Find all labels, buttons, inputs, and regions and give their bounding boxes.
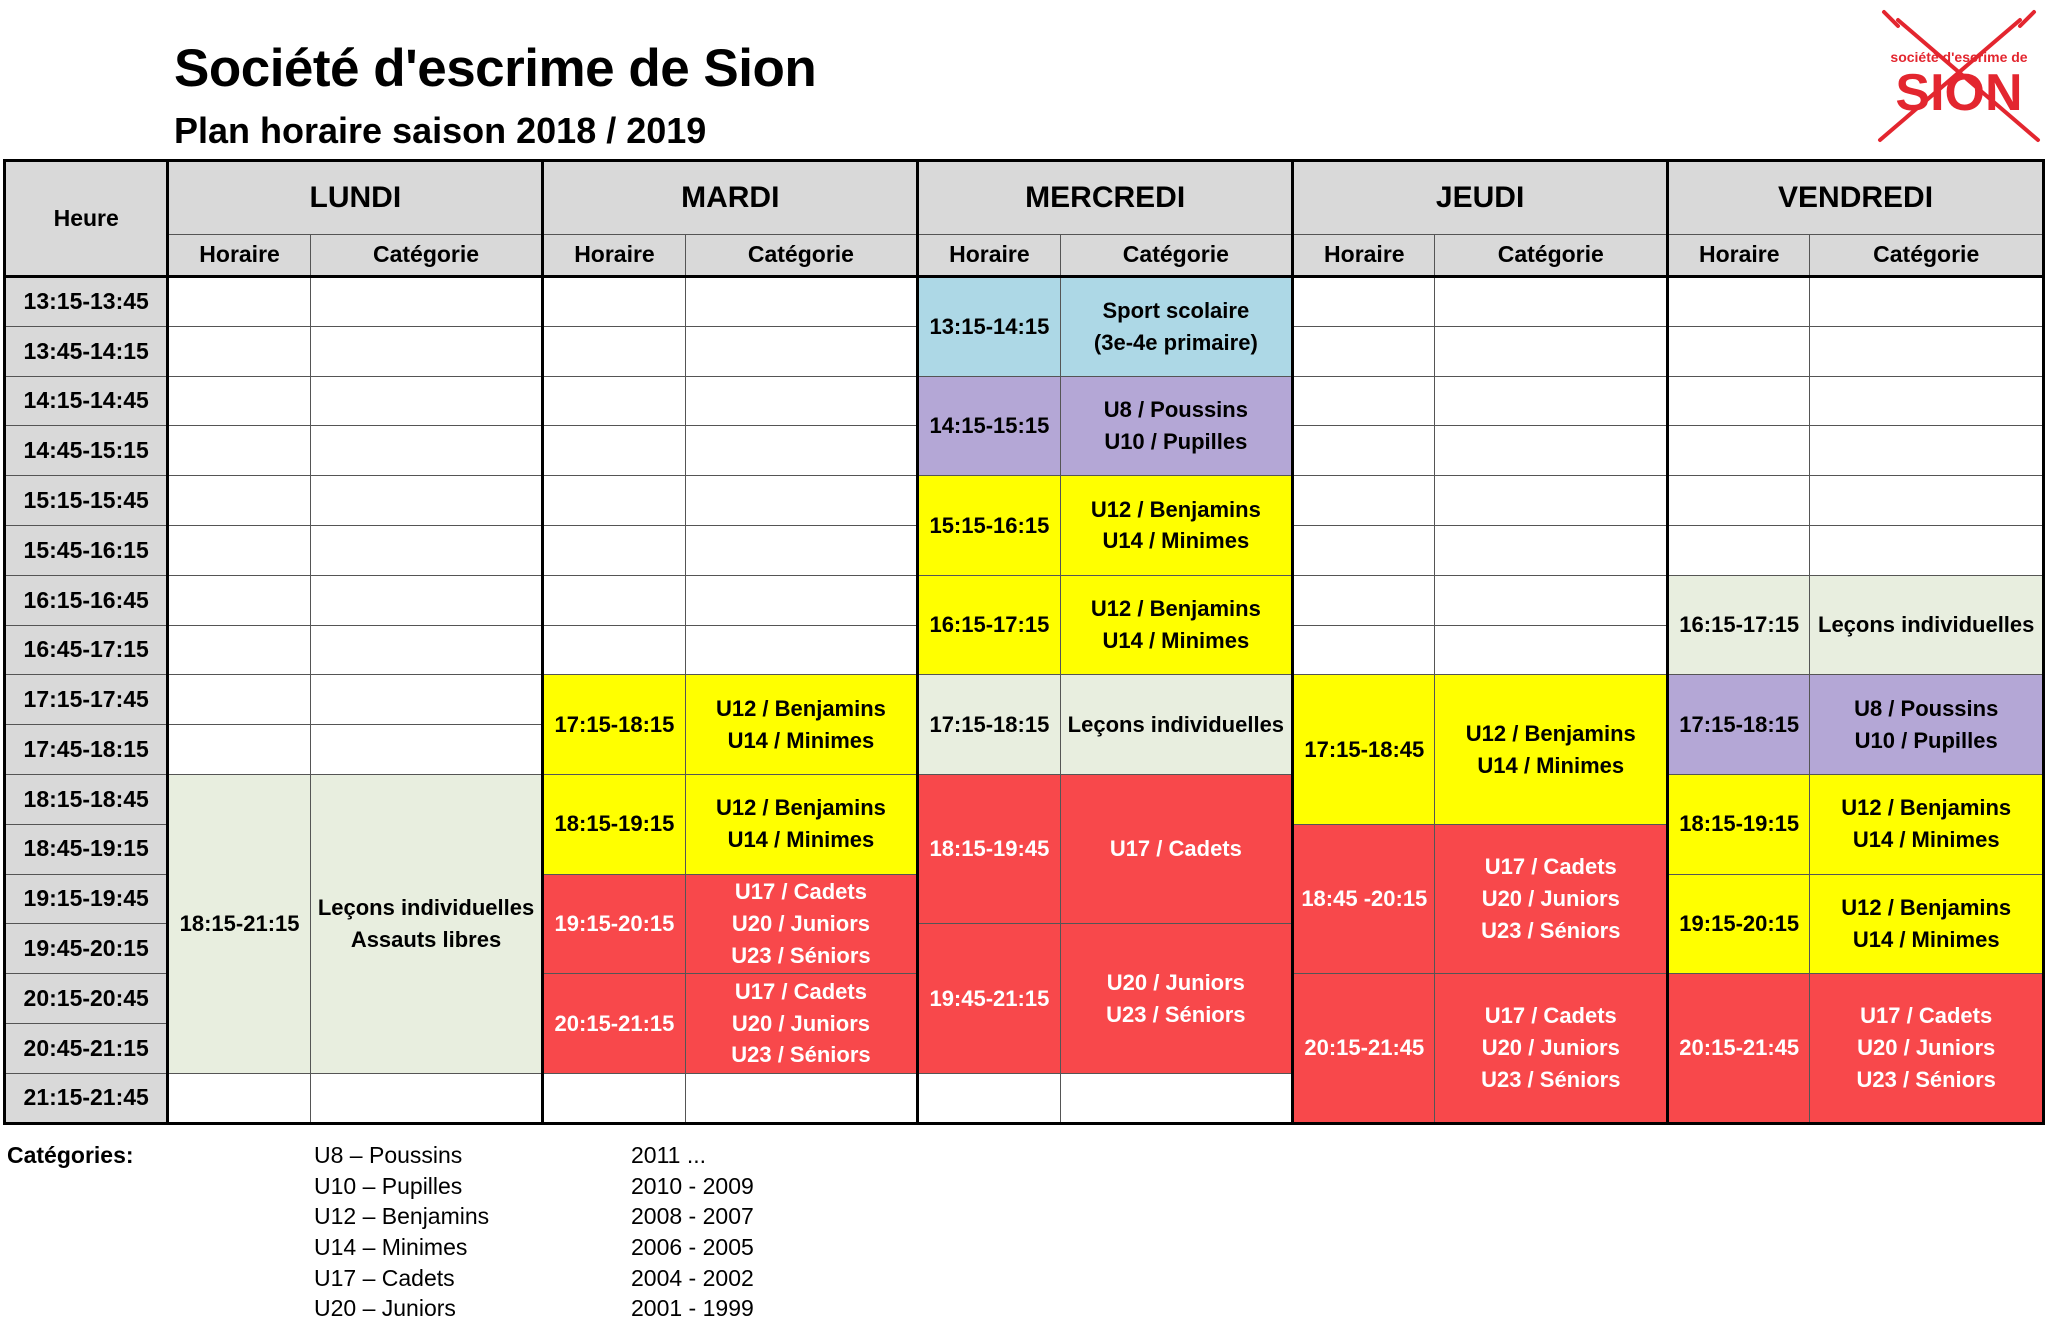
table-row xyxy=(5,675,2044,725)
legend-year-range: 2010 - 2009 xyxy=(631,1172,754,1199)
empty-cell xyxy=(543,426,685,476)
time-slot: 18:45-19:15 xyxy=(5,824,168,874)
session-time: 18:15-19:15 xyxy=(1668,774,1810,874)
empty-cell xyxy=(543,376,685,426)
time-slot: 19:15-19:45 xyxy=(5,874,168,924)
empty-cell xyxy=(685,1073,918,1123)
category-line: U20 / Juniors xyxy=(1857,1034,1996,1060)
empty-cell xyxy=(918,1073,1060,1123)
empty-cell xyxy=(1060,1073,1293,1123)
session-category xyxy=(1060,277,1293,377)
empty-cell xyxy=(1668,525,1810,575)
session-time: 20:15-21:45 xyxy=(1293,974,1435,1123)
session-time: 18:15-19:15 xyxy=(543,774,685,874)
category-line: U14 / Minimes xyxy=(1852,926,2000,952)
legend-title: Catégories: xyxy=(7,1142,134,1168)
session-time: 13:15-14:15 xyxy=(918,277,1060,377)
categorie-header: Catégorie xyxy=(1810,235,2044,277)
empty-cell xyxy=(168,625,310,675)
empty-cell xyxy=(685,426,918,476)
category-line: U17 / Cadets xyxy=(1109,836,1242,862)
time-slot: 13:45-14:15 xyxy=(5,326,168,376)
empty-cell xyxy=(1810,476,2044,526)
category-line: U12 / Benjamins xyxy=(715,795,886,821)
empty-cell xyxy=(1668,376,1810,426)
empty-cell xyxy=(310,625,543,675)
time-slot: 15:15-15:45 xyxy=(5,476,168,526)
day-header-2: MERCREDI xyxy=(918,161,1293,235)
page-subtitle: Plan horaire saison 2018 / 2019 xyxy=(174,110,707,151)
empty-cell xyxy=(1293,376,1435,426)
empty-cell xyxy=(543,1073,685,1123)
legend-category: U14 – Minimes xyxy=(314,1234,468,1261)
session-category xyxy=(1060,675,1293,775)
legend-category: U8 – Poussins xyxy=(314,1142,463,1168)
empty-cell xyxy=(543,625,685,675)
empty-cell xyxy=(1435,277,1668,327)
session-time: 17:15-18:15 xyxy=(918,675,1060,775)
empty-cell xyxy=(543,575,685,625)
session-category xyxy=(1810,675,2044,775)
category-line: U23 / Séniors xyxy=(1481,1066,1621,1092)
category-line: Leçons individuelles xyxy=(1067,711,1285,737)
category-line: Sport scolaire xyxy=(1102,297,1250,323)
category-line: U23 / Séniors xyxy=(1106,1001,1246,1027)
empty-cell xyxy=(310,675,543,725)
empty-cell xyxy=(1810,525,2044,575)
empty-cell xyxy=(1810,376,2044,426)
table-row xyxy=(5,774,2044,824)
session-category xyxy=(1060,575,1293,675)
legend-categories xyxy=(314,1140,489,1324)
category-line: U14 / Minimes xyxy=(1102,528,1250,554)
empty-cell xyxy=(168,575,310,625)
horaire-header: Horaire xyxy=(168,235,310,277)
logo-text-top: société d'escrime de xyxy=(1890,49,2028,65)
categorie-header: Catégorie xyxy=(310,235,543,277)
time-slot: 14:45-15:15 xyxy=(5,426,168,476)
category-line: U17 / Cadets xyxy=(734,978,867,1004)
empty-cell xyxy=(543,326,685,376)
category-line: U20 / Juniors xyxy=(731,1010,870,1036)
session-time: 19:45-21:15 xyxy=(918,924,1060,1073)
empty-cell xyxy=(310,326,543,376)
category-line: Leçons individuelles xyxy=(317,894,535,920)
category-line: U14 / Minimes xyxy=(1477,752,1625,778)
session-time: 18:15-21:15 xyxy=(168,774,310,1073)
empty-cell xyxy=(1810,326,2044,376)
logo-text-main: SION xyxy=(1895,64,2023,122)
session-category xyxy=(1810,974,2044,1123)
legend-year-range: 2008 - 2007 xyxy=(631,1203,754,1230)
category-line: U10 / Pupilles xyxy=(1104,428,1248,454)
empty-cell xyxy=(1293,277,1435,327)
empty-cell xyxy=(1810,277,2044,327)
session-category xyxy=(1060,924,1293,1073)
horaire-header: Horaire xyxy=(1668,235,1810,277)
category-line: U12 / Benjamins xyxy=(1465,720,1636,746)
empty-cell xyxy=(1293,426,1435,476)
table-row xyxy=(5,476,2044,526)
category-line: Assauts libres xyxy=(350,926,502,952)
empty-cell xyxy=(543,476,685,526)
session-category xyxy=(685,974,918,1074)
empty-cell xyxy=(1435,476,1668,526)
legend-category: U10 – Pupilles xyxy=(314,1172,463,1199)
empty-cell xyxy=(310,725,543,775)
empty-cell xyxy=(1435,575,1668,625)
category-line: U14 / Minimes xyxy=(1102,628,1250,654)
empty-cell xyxy=(310,575,543,625)
category-line: U14 / Minimes xyxy=(727,727,875,753)
empty-cell xyxy=(168,326,310,376)
empty-cell xyxy=(168,725,310,775)
empty-cell xyxy=(310,277,543,327)
empty-cell xyxy=(168,1073,310,1123)
legend-year-range: 2001 - 1999 xyxy=(631,1295,754,1322)
category-line: U20 / Juniors xyxy=(1481,886,1620,912)
legend-category: U20 – Juniors xyxy=(314,1295,456,1322)
session-category xyxy=(1435,675,1668,824)
day-header-3: JEUDI xyxy=(1293,161,1668,235)
session-category xyxy=(1435,824,1668,973)
empty-cell xyxy=(1810,426,2044,476)
empty-cell xyxy=(685,277,918,327)
table-row xyxy=(5,376,2044,426)
legend-year-range: 2011 ... xyxy=(631,1142,707,1168)
empty-cell xyxy=(543,277,685,327)
empty-cell xyxy=(310,525,543,575)
schedule-table xyxy=(3,159,2045,1125)
empty-cell xyxy=(168,476,310,526)
empty-cell xyxy=(168,376,310,426)
legend-category: U17 – Cadets xyxy=(314,1264,455,1291)
category-line: U12 / Benjamins xyxy=(1090,496,1261,522)
session-category xyxy=(1060,476,1293,576)
empty-cell xyxy=(1668,326,1810,376)
session-category xyxy=(685,774,918,874)
category-line: U17 / Cadets xyxy=(1860,1003,1993,1029)
time-slot: 17:45-18:15 xyxy=(5,725,168,775)
empty-cell xyxy=(168,277,310,327)
category-line: U23 / Séniors xyxy=(731,1042,871,1068)
table-row xyxy=(5,277,2044,327)
session-category xyxy=(1810,575,2044,675)
session-time: 16:15-17:15 xyxy=(1668,575,1810,675)
empty-cell xyxy=(1293,625,1435,675)
empty-cell xyxy=(310,376,543,426)
categorie-header: Catégorie xyxy=(685,235,918,277)
category-line: U12 / Benjamins xyxy=(1841,795,2012,821)
category-line: U17 / Cadets xyxy=(1484,1003,1617,1029)
session-time: 18:15-19:45 xyxy=(918,774,1060,923)
time-slot: 21:15-21:45 xyxy=(5,1073,168,1123)
empty-cell xyxy=(1668,426,1810,476)
session-category xyxy=(1435,974,1668,1123)
session-category xyxy=(1060,774,1293,923)
horaire-header: Horaire xyxy=(1293,235,1435,277)
session-time: 19:15-20:15 xyxy=(1668,874,1810,974)
time-slot: 16:45-17:15 xyxy=(5,625,168,675)
time-slot: 13:15-13:45 xyxy=(5,277,168,327)
empty-cell xyxy=(685,476,918,526)
time-slot: 16:15-16:45 xyxy=(5,575,168,625)
empty-cell xyxy=(168,525,310,575)
empty-cell xyxy=(310,426,543,476)
session-time: 20:15-21:45 xyxy=(1668,974,1810,1123)
time-slot: 15:45-16:15 xyxy=(5,525,168,575)
club-logo xyxy=(1870,0,2048,150)
category-line: U17 / Cadets xyxy=(734,879,867,905)
empty-cell xyxy=(1435,625,1668,675)
time-slot: 20:45-21:15 xyxy=(5,1023,168,1073)
category-line: U17 / Cadets xyxy=(1484,854,1617,880)
session-time: 18:45 -20:15 xyxy=(1293,824,1435,973)
time-slot: 19:45-20:15 xyxy=(5,924,168,974)
day-header-1: MARDI xyxy=(543,161,918,235)
session-time: 17:15-18:15 xyxy=(1668,675,1810,775)
empty-cell xyxy=(1293,326,1435,376)
category-line: U14 / Minimes xyxy=(727,827,875,853)
category-line: U20 / Juniors xyxy=(731,910,870,936)
horaire-header: Horaire xyxy=(543,235,685,277)
category-line: U23 / Séniors xyxy=(731,942,871,968)
session-time: 16:15-17:15 xyxy=(918,575,1060,675)
category-line: (3e-4e primaire) xyxy=(1093,329,1258,355)
empty-cell xyxy=(685,376,918,426)
category-line: U10 / Pupilles xyxy=(1854,727,1998,753)
session-time: 17:15-18:45 xyxy=(1293,675,1435,824)
session-time: 17:15-18:15 xyxy=(543,675,685,775)
category-line: U12 / Benjamins xyxy=(715,695,886,721)
empty-cell xyxy=(1293,525,1435,575)
day-header-4: VENDREDI xyxy=(1668,161,2044,235)
category-line: U8 / Poussins xyxy=(1854,695,1999,721)
category-line: U8 / Poussins xyxy=(1103,397,1248,422)
empty-cell xyxy=(1435,326,1668,376)
session-time: 14:15-15:15 xyxy=(918,376,1060,476)
empty-cell xyxy=(1293,476,1435,526)
session-time: 20:15-21:15 xyxy=(543,974,685,1074)
time-slot: 18:15-18:45 xyxy=(5,774,168,824)
category-line: U23 / Séniors xyxy=(1481,917,1621,943)
empty-cell xyxy=(685,326,918,376)
category-line: U20 / Juniors xyxy=(1481,1034,1620,1060)
time-slot: 17:15-17:45 xyxy=(5,675,168,725)
empty-cell xyxy=(1435,525,1668,575)
categorie-header: Catégorie xyxy=(1060,235,1293,277)
empty-cell xyxy=(168,675,310,725)
session-category xyxy=(685,675,918,775)
empty-cell xyxy=(310,476,543,526)
day-header-0: LUNDI xyxy=(168,161,543,235)
empty-cell xyxy=(685,575,918,625)
empty-cell xyxy=(1435,376,1668,426)
session-time: 15:15-16:15 xyxy=(918,476,1060,576)
category-line: Leçons individuelles xyxy=(1818,612,2035,638)
session-time: 19:15-20:15 xyxy=(543,874,685,974)
session-category xyxy=(1060,376,1293,476)
empty-cell xyxy=(685,625,918,675)
empty-cell xyxy=(685,525,918,575)
empty-cell xyxy=(310,1073,543,1123)
legend-year-range: 2004 - 2002 xyxy=(631,1264,754,1291)
legend-year-range: 2006 - 2005 xyxy=(631,1234,754,1261)
empty-cell xyxy=(1668,277,1810,327)
category-line: U23 / Séniors xyxy=(1856,1066,1996,1092)
time-slot: 14:15-14:45 xyxy=(5,376,168,426)
empty-cell xyxy=(543,525,685,575)
heure-header: Heure xyxy=(5,161,168,277)
empty-cell xyxy=(168,426,310,476)
category-line: U12 / Benjamins xyxy=(1841,894,2012,920)
empty-cell xyxy=(1435,426,1668,476)
horaire-header: Horaire xyxy=(918,235,1060,277)
legend-years xyxy=(631,1140,754,1324)
category-line: U12 / Benjamins xyxy=(1090,596,1261,622)
session-category xyxy=(310,774,543,1073)
empty-cell xyxy=(1293,575,1435,625)
session-category xyxy=(1810,874,2044,974)
time-slot: 20:15-20:45 xyxy=(5,974,168,1024)
page-title: Société d'escrime de Sion xyxy=(174,39,817,98)
empty-cell xyxy=(1668,476,1810,526)
table-row xyxy=(5,575,2044,625)
category-line: U20 / Juniors xyxy=(1106,969,1245,995)
session-category xyxy=(685,874,918,974)
categorie-header: Catégorie xyxy=(1435,235,1668,277)
legend-category: U12 – Benjamins xyxy=(314,1203,490,1230)
session-category xyxy=(1810,774,2044,874)
category-line: U14 / Minimes xyxy=(1852,827,2000,853)
